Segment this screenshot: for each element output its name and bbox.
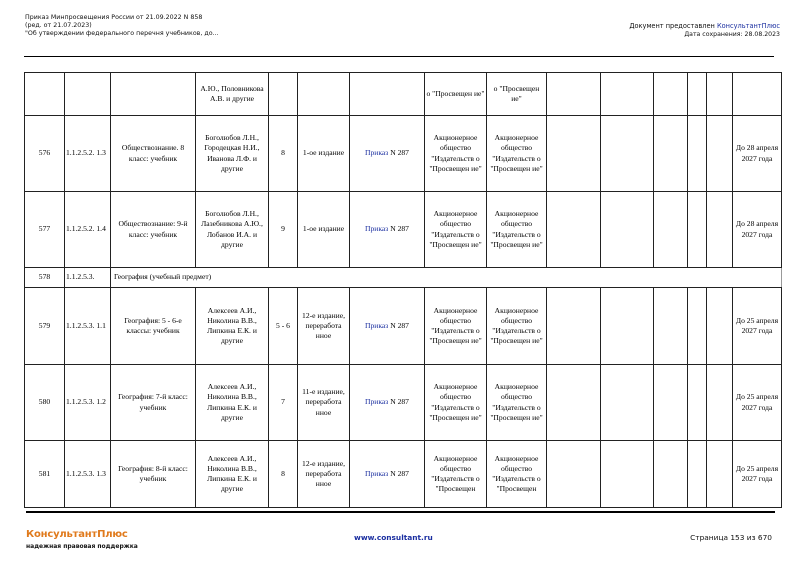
table-row [25,441,782,508]
row-order: Приказ N 287 [350,441,425,508]
row-order [350,73,425,116]
row-number [25,73,65,116]
empty-cell [601,192,654,268]
row-title: География: 5 - 6-е классы: учебник [111,288,196,365]
row-grade: 7 [269,365,298,441]
save-date: Дата сохранения: 28.08.2023 [684,30,780,38]
row-publisher: о "Просвещен ие" [425,73,487,116]
row-publisher: Акционерное общество "Издательств о "Просвещен [425,441,487,508]
empty-cell [654,192,688,268]
empty-cell [688,441,707,508]
row-until: До 25 апреля 2027 года [733,365,782,441]
empty-cell [654,116,688,192]
row-number: 580 [25,365,65,441]
row-publisher: Акционерное общество "Издательств о "Просвещен ие" [425,365,487,441]
row-code: 1.1.2.5.3. 1.3 [65,441,111,508]
row-order: Приказ N 287 [350,116,425,192]
empty-cell [547,192,601,268]
row-number: 579 [25,288,65,365]
order-link[interactable]: Приказ [365,224,389,234]
row-title [111,73,196,116]
row-publisher-rights: о "Просвещен ие" [487,73,547,116]
row-publisher-rights: Акционерное общество "Издательств о "Просвещен ие" [487,192,547,268]
footer-divider [26,511,775,513]
table-row [25,288,782,365]
row-authors: Боголюбов Л.Н., Городецкая Н.И., Иванова Л.Ф. и другие [196,116,269,192]
row-code: 1.1.2.5.2. 1.4 [65,192,111,268]
row-grade: 8 [269,116,298,192]
page-counter: Страница 153 из 670 [690,533,772,542]
header-subject: "Об утверждении федерального перечня учебников, до... [25,30,219,37]
row-authors: Алексеев А.И., Николина В.В., Липкина Е.К. и другие [196,365,269,441]
row-edition [298,73,350,116]
row-order: Приказ N 287 [350,192,425,268]
empty-cell [601,441,654,508]
row-publisher-rights: Акционерное общество "Издательств о "Просвещен [487,441,547,508]
row-until: До 28 апреля 2027 года [733,192,782,268]
row-authors: Боголюбов Л.Н., Лазебникова А.Ю., Лобанов И.А. и другие [196,192,269,268]
row-code [65,73,111,116]
empty-cell [601,116,654,192]
empty-cell [688,116,707,192]
order-link[interactable]: Приказ [365,320,389,330]
empty-cell [707,192,733,268]
empty-cell [707,288,733,365]
row-number: 578 [25,268,65,288]
row-number: 581 [25,441,65,508]
document-header-right [629,22,780,39]
row-edition: 1-ое издание [298,192,350,268]
row-edition: 1-ое издание [298,116,350,192]
row-authors: А.Ю., Половникова А.В. и другие [196,73,269,116]
row-authors: Алексеев А.И., Николина В.В., Липкина Е.К. и другие [196,441,269,508]
row-until [733,73,782,116]
row-edition: 12-е издание, переработа нное [298,288,350,365]
empty-cell [547,116,601,192]
row-grade: 8 [269,441,298,508]
row-title: Обществознание. 8 класс: учебник [111,116,196,192]
order-link[interactable]: Приказ [365,148,389,158]
header-edition: (ред. от 21.07.2023) [25,22,92,29]
empty-cell [601,365,654,441]
row-publisher-rights: Акционерное общество "Издательств о "Просвещен ие" [487,288,547,365]
footer-brand-logo: КонсультантПлюс [26,529,128,540]
empty-cell [547,441,601,508]
row-grade: 5 - 6 [269,288,298,365]
row-title: География: 8-й класс: учебник [111,441,196,508]
row-authors: Алексеев А.И., Николина В.В., Липкина Е.К. и другие [196,288,269,365]
empty-cell [654,288,688,365]
empty-cell [601,73,654,116]
empty-cell [707,116,733,192]
row-publisher-rights: Акционерное общество "Издательств о "Просвещен ие" [487,365,547,441]
empty-cell [654,441,688,508]
row-grade: 9 [269,192,298,268]
row-code: 1.1.2.5.3. 1.1 [65,288,111,365]
row-publisher-rights: Акционерное общество "Издательств о "Просвещен ие" [487,116,547,192]
empty-cell [688,288,707,365]
empty-cell [707,441,733,508]
empty-cell [688,365,707,441]
row-number: 577 [25,192,65,268]
row-until: До 28 апреля 2027 года [733,116,782,192]
textbook-list-table [24,72,782,508]
provider-brand: КонсультантПлюс [716,22,780,30]
header-divider [24,56,774,57]
empty-cell [707,73,733,116]
table-row [25,365,782,441]
footer-tagline: надежная правовая поддержка [26,543,138,550]
table-row [25,192,782,268]
empty-cell [547,288,601,365]
row-code: 1.1.2.5.2. 1.3 [65,116,111,192]
empty-cell [654,73,688,116]
row-title: Обществознание: 9-й класс: учебник [111,192,196,268]
order-link[interactable]: Приказ [365,397,389,407]
row-code: 1.1.2.5.3. 1.2 [65,365,111,441]
row-until: До 25 апреля 2027 года [733,441,782,508]
row-order: Приказ N 287 [350,288,425,365]
empty-cell [688,73,707,116]
document-header-left [25,14,219,38]
footer-url-link[interactable]: www.consultant.ru [354,533,433,542]
empty-cell [547,365,601,441]
row-code: 1.1.2.5.3. [65,268,111,288]
row-until: До 25 апреля 2027 года [733,288,782,365]
empty-cell [707,365,733,441]
table-row [25,116,782,192]
row-title: География: 7-й класс: учебник [111,365,196,441]
order-link[interactable]: Приказ [365,468,389,478]
row-number: 576 [25,116,65,192]
provided-by: Документ предоставлен КонсультантПлюс [629,22,780,30]
row-grade [269,73,298,116]
section-title: География (учебный предмет) [111,268,782,288]
row-edition: 12-е издание, переработа нное [298,441,350,508]
header-order-title: Приказ Минпросвещения России от 21.09.2022 N 858 [25,14,203,21]
empty-cell [547,73,601,116]
empty-cell [601,288,654,365]
table-row [25,73,782,116]
empty-cell [654,365,688,441]
row-publisher: Акционерное общество "Издательств о "Просвещен ие" [425,116,487,192]
row-edition: 11-е издание, переработа нное [298,365,350,441]
row-order: Приказ N 287 [350,365,425,441]
row-publisher: Акционерное общество "Издательств о "Просвещен ие" [425,288,487,365]
empty-cell [688,192,707,268]
row-publisher: Акционерное общество "Издательств о "Просвещен ие" [425,192,487,268]
section-row [25,268,782,288]
